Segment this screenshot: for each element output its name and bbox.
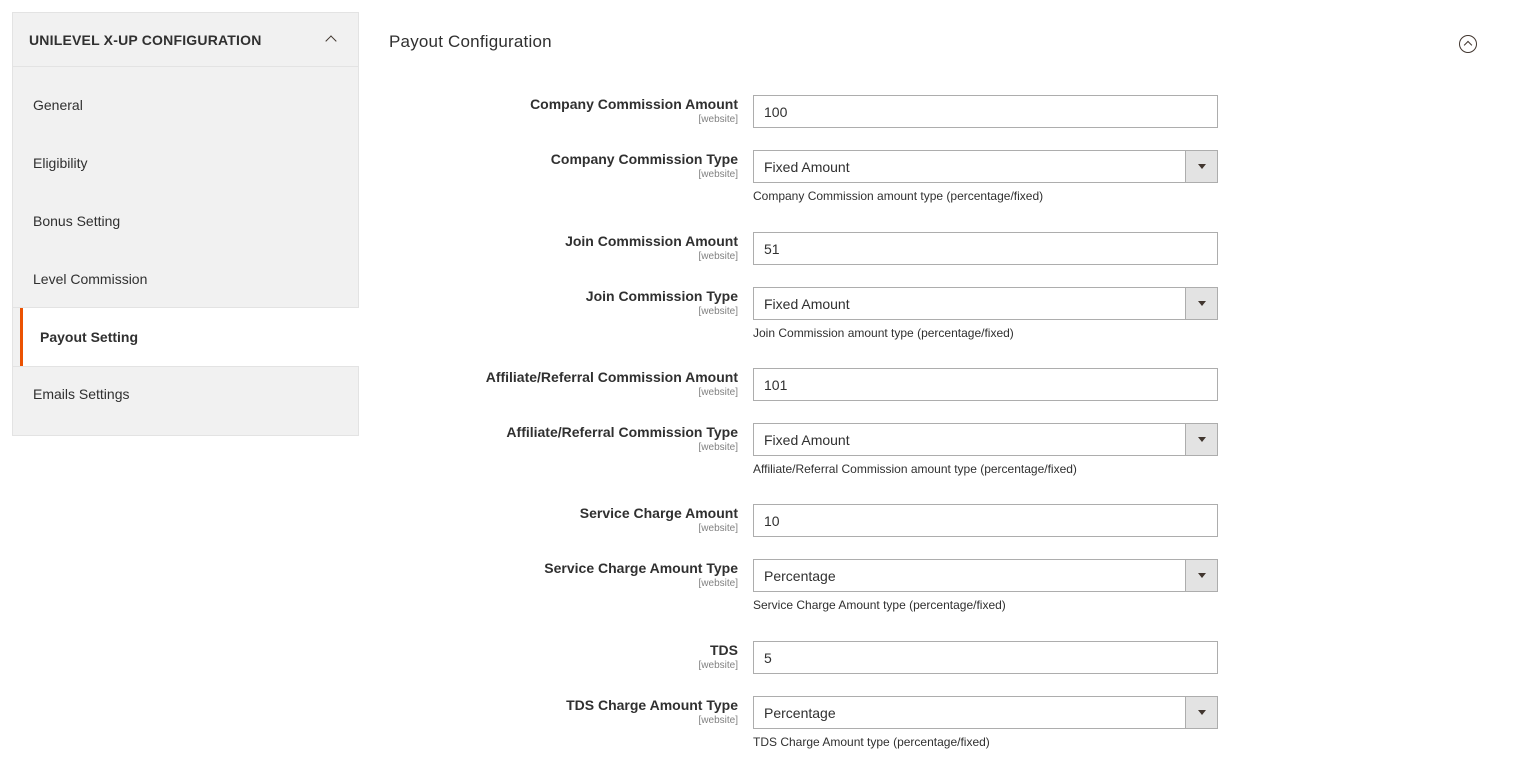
sidebar-item-emails-settings[interactable]	[13, 365, 358, 423]
sidebar-item-general[interactable]	[13, 76, 358, 134]
field-label: Join Commission Type	[585, 288, 738, 304]
scope-label: [website]	[698, 169, 738, 180]
field-label: Affiliate/Referral Commission Amount	[485, 369, 738, 385]
scope-label: [website]	[698, 387, 738, 398]
field-label: TDS	[710, 642, 738, 658]
sidebar-item-bonus-setting[interactable]	[13, 192, 358, 250]
caret-down-icon[interactable]	[1185, 288, 1217, 319]
tds-input[interactable]	[753, 641, 1218, 674]
field-label: TDS Charge Amount Type	[566, 697, 738, 713]
company-commission-type-select[interactable]	[753, 150, 1218, 183]
field-label: Company Commission Type	[550, 151, 738, 167]
scope-label: [website]	[698, 306, 738, 317]
chevron-up-icon[interactable]	[322, 30, 342, 50]
sidebar-item-label: Level Commission	[33, 271, 148, 287]
sidebar-item-payout-setting[interactable]	[20, 308, 359, 366]
sidebar-item-label: Eligibility	[33, 155, 88, 171]
field-label: Service Charge Amount	[579, 505, 738, 521]
affiliate-commission-amount-input[interactable]	[753, 368, 1218, 401]
config-sidebar	[12, 12, 359, 436]
join-commission-type-select[interactable]	[753, 287, 1218, 320]
field-note: TDS Charge Amount type (percentage/fixed)	[753, 735, 990, 749]
caret-down-icon[interactable]	[1185, 697, 1217, 728]
scope-label: [website]	[698, 578, 738, 589]
select-value: Percentage	[764, 704, 836, 721]
caret-down-icon[interactable]	[1185, 560, 1217, 591]
scope-label: [website]	[698, 114, 738, 125]
sidebar-item-label: Payout Setting	[40, 329, 139, 345]
sidebar-item-label: General	[33, 97, 83, 113]
field-note: Company Commission amount type (percentage/fixed)	[753, 189, 1044, 203]
service-charge-amount-input[interactable]	[753, 504, 1218, 537]
scope-label: [website]	[698, 442, 738, 453]
select-value: Fixed Amount	[764, 431, 850, 448]
scope-label: [website]	[698, 660, 738, 671]
scope-label: [website]	[698, 523, 738, 534]
service-charge-type-select[interactable]	[753, 559, 1218, 592]
select-value: Fixed Amount	[764, 295, 850, 312]
sidebar-item-label: Emails Settings	[33, 386, 130, 402]
sidebar-item-level-commission[interactable]	[13, 250, 358, 308]
affiliate-commission-type-select[interactable]	[753, 423, 1218, 456]
field-note: Join Commission amount type (percentage/fixed)	[753, 326, 1014, 340]
caret-down-icon[interactable]	[1185, 151, 1217, 182]
select-value: Percentage	[764, 567, 836, 584]
section-title[interactable]: Payout Configuration	[389, 32, 552, 51]
field-note: Service Charge Amount type (percentage/fixed)	[753, 598, 1006, 612]
field-label: Service Charge Amount Type	[544, 560, 738, 576]
select-value: Fixed Amount	[764, 158, 850, 175]
scope-label: [website]	[698, 715, 738, 726]
join-commission-amount-input[interactable]	[753, 232, 1218, 265]
company-commission-amount-input[interactable]	[753, 95, 1218, 128]
field-label: Company Commission Amount	[530, 96, 738, 112]
collapse-circle-icon[interactable]	[1459, 35, 1477, 53]
field-label: Join Commission Amount	[565, 233, 738, 249]
sidebar-item-eligibility[interactable]	[13, 134, 358, 192]
caret-down-icon[interactable]	[1185, 424, 1217, 455]
scope-label: [website]	[698, 251, 738, 262]
sidebar-item-label: Bonus Setting	[33, 213, 121, 229]
field-label: Affiliate/Referral Commission Type	[506, 424, 738, 440]
sidebar-title: UNILEVEL X-UP CONFIGURATION	[29, 31, 262, 48]
field-note: Affiliate/Referral Commission amount type (percentage/fixed)	[753, 462, 1077, 476]
tds-charge-type-select[interactable]	[753, 696, 1218, 729]
sidebar-header[interactable]	[13, 13, 358, 67]
